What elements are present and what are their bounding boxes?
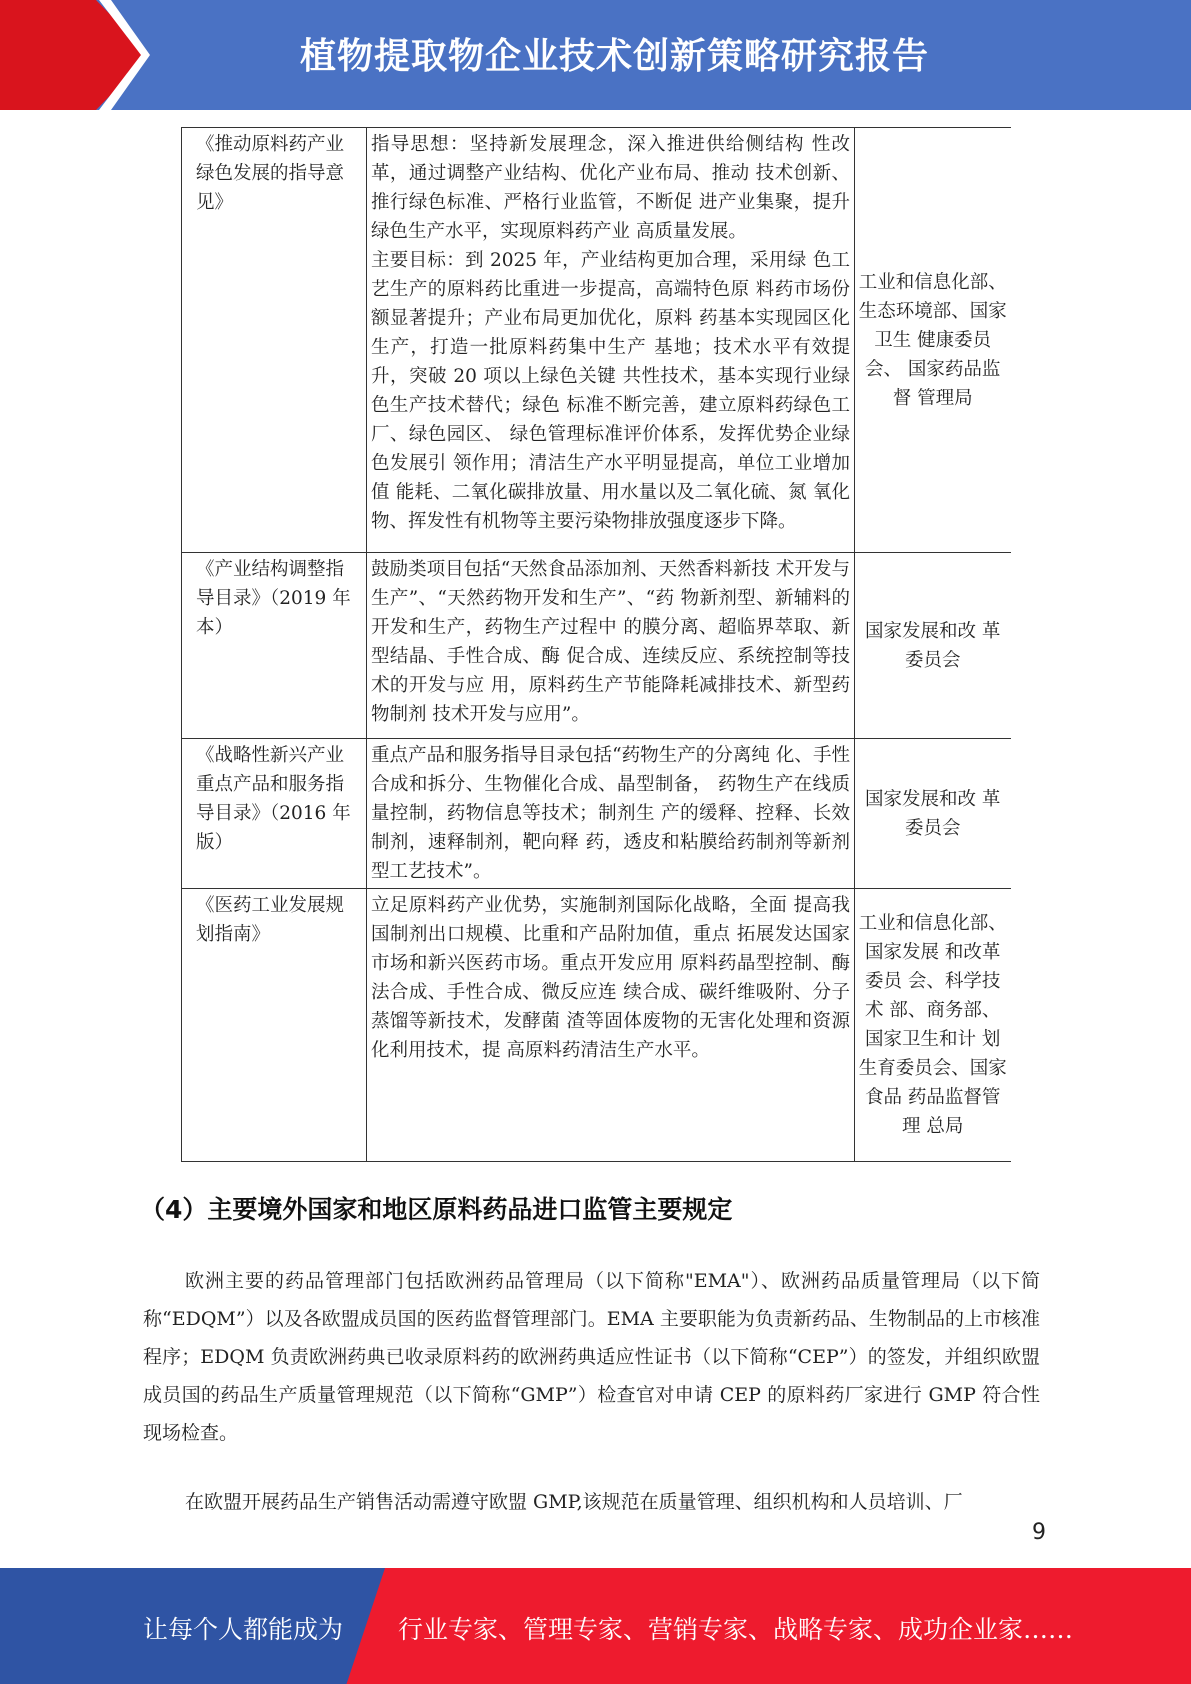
policy-name-cell: 《战略性新兴产业重点产品和服务指导目录》（2016 年版）: [182, 739, 367, 889]
page-footer: [0, 1568, 1191, 1684]
policy-content-cell: [367, 889, 855, 1162]
policy-table: [181, 127, 1011, 1162]
table-row: [182, 553, 1011, 739]
table-row: [182, 889, 1011, 1162]
footer-slogan-right: 行业专家、管理专家、营销专家、战略专家、成功企业家……: [398, 1615, 1074, 1644]
page-header: [0, 0, 1191, 110]
policy-content-paragraph: 指导思想：坚持新发展理念，深入推进供给侧结构 性改革，通过调整产业结构、优化产业布局、推动 技术创新、推行绿色标准、严格行业监管，不断促 进产业集聚，提升绿色生产水平，实现原料药产业 高质量发展。: [371, 134, 850, 242]
issuing-department-cell: 国家发展和改 革委员会: [855, 739, 1011, 889]
policy-content-cell: [367, 739, 855, 889]
section-heading: （4）主要境外国家和地区原料药品进口监管主要规定: [140, 1195, 733, 1224]
issuing-department-cell: 工业和信息化部、国家发展 和改革委员 会、科学技术 部、商务部、 国家卫生和计 划生育委员会、国家食品 药品监督管理 总局: [855, 889, 1011, 1162]
report-title: 植物提取物企业技术创新策略研究报告: [300, 36, 930, 77]
header-arrow-decoration: [0, 0, 150, 110]
policy-content-paragraph: 立足原料药产业优势，实施制剂国际化战略，全面 提高我国制剂出口规模、比重和产品附加值，重点 拓展发达国家市场和新兴医药市场。重点开发应用 原料药晶型控制、酶法合成、手性合成、微反应连 续合成、碳纤维吸附、分子蒸馏等新技术，发酵菌 渣等固体废物的无害化处理和资源化利用技术，提 高原料药清洁生产水平。: [371, 895, 850, 1061]
body-paragraph: 在欧盟开展药品生产销售活动需遵守欧盟 GMP,该规范在质量管理、组织机构和人员培训、厂: [185, 1491, 963, 1513]
footer-slogan-left: 让每个人都能成为: [143, 1615, 344, 1644]
page-number: 9: [1032, 1520, 1046, 1545]
table-row: [182, 128, 1011, 553]
issuing-department-cell: 国家发展和改 革委员会: [855, 553, 1011, 739]
issuing-department-cell: 工业和信息化部、生态环境部、国家卫生 健康委员会、 国家药品监督 管理局: [855, 128, 1011, 553]
policy-content-paragraph: 鼓励类项目包括“天然食品添加剂、天然香料新技 术开发与生产”、“天然药物开发和生产”、“药 物新剂型、新辅料的开发和生产，药物生产过程中 的膜分离、超临界萃取、新型结晶、手性合成、酶 促合成、连续反应、系统控制等技术的开发与应 用，原料药生产节能降耗减排技术、新型药物制剂 技术开发与应用”。: [371, 559, 850, 725]
body-paragraph: 欧洲主要的药品管理部门包括欧洲药品管理局（以下简称"EMA"）、欧洲药品质量管理局（以下简称“EDQM”）以及各欧盟成员国的医药监督管理部门。EMA 主要职能为负责新药品、生物制品的上市核准程序；EDQM 负责欧洲药典已收录原料药的欧洲药典适应性证书（以下简称“CEP”）的签发，并组织欧盟成员国的药品生产质量管理规范（以下简称“GMP”）检查官对申请 CEP 的原料药厂家进行 GMP 符合性现场检查。: [143, 1270, 1040, 1444]
policy-content-cell: [367, 128, 855, 553]
policy-content-cell: [367, 553, 855, 739]
policy-content-paragraph: 重点产品和服务指导目录包括“药物生产的分离纯 化、手性合成和拆分、生物催化合成、晶型制备， 药物生产在线质量控制，药物信息等技术；制剂生 产的缓释、控释、长效制剂，速释制剂，靶向释 药，透皮和粘膜给药制剂等新剂型工艺技术”。: [371, 745, 850, 882]
policy-name-cell: 《医药工业发展规划指南》: [182, 889, 367, 1162]
policy-name-cell: 《产业结构调整指导目录》（2019 年本）: [182, 553, 367, 739]
table-row: [182, 739, 1011, 889]
policy-content-paragraph: 主要目标：到 2025 年，产业结构更加合理，采用绿 色工艺生产的原料药比重进一步提高，高端特色原 料药市场份额显著提升；产业布局更加优化，原料 药基本实现园区化生产，打造一批原料药集中生产 基地；技术水平有效提升，突破 20 项以上绿色关键 共性技术，基本实现行业绿色生产技术替代；绿色 标准不断完善，建立原料药绿色工厂、绿色园区、 绿色管理标准评价体系，发挥优势企业绿色发展引 领作用；清洁生产水平明显提高，单位工业增加值 能耗、二氧化碳排放量、用水量以及二氧化硫、氮 氧化物、挥发性有机物等主要污染物排放强度逐步下降。: [371, 250, 850, 532]
policy-name-cell: 《推动原料药产业绿色发展的指导意见》: [182, 128, 367, 553]
